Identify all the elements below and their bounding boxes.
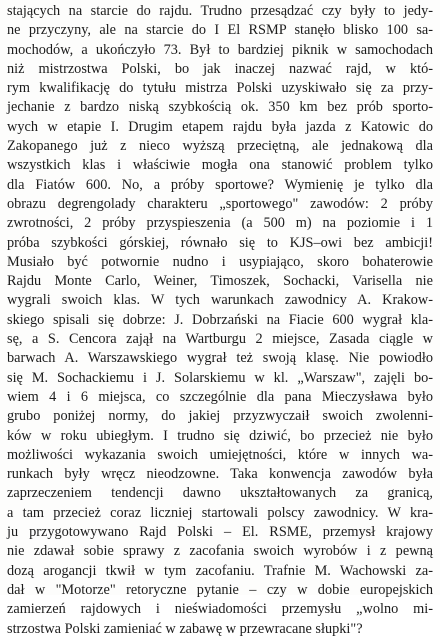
text-line: ków w roku ubiegłym. I trudno się dziwić, bo przecież nie było — [7, 427, 433, 444]
article-text — [7, 2, 433, 639]
text-line: niż mistrzostwa Polski, bo jak inaczej nazwać rajd, w któ- — [7, 60, 433, 77]
text-line: wszystkich klas i właściwie mogła ona stanowić problem tylko — [7, 157, 433, 174]
text-line: Zakopanego już z nieco wyższą przeciętną, ale jednakową dla — [7, 138, 433, 155]
text-line: jechanie z bardzo niską szybkością ok. 350 km bez prób sporto- — [7, 99, 433, 116]
text-line: barwach A. Warszawskiego wygrał też swoją klasę. Nie powiodło — [7, 350, 433, 367]
text-line: nie zdawał sobie sprawy z zacofania swoich wyrobów i z pewną — [7, 543, 433, 560]
text-line: skiego spisali się dobrze: J. Dobrzański na Fiacie 600 wygrał kla- — [7, 311, 433, 328]
text-line: próba szybkości górskiej, równało się to KJS–owi bez ambicji! — [7, 234, 433, 251]
text-line: dozą arogancji tkwił w tym zacofaniu. Trafnie M. Wachowski za- — [7, 562, 433, 579]
text-line: obrazu degrengolady charakteru „sportowego" zawodów: 2 próby — [7, 195, 433, 212]
text-line: a tam przecież coraz liczniej startowali polscy zawodnicy. W kra- — [7, 504, 433, 521]
text-line: dał w "Motorze" retoryczne pytanie – czy w dobie europejskich — [7, 581, 433, 598]
text-line: zamierzeń rajdowych i nieświadomości przemysłu „wolno mi- — [7, 601, 433, 618]
text-line: się M. Sochackiemu i J. Solarskiemu w kl. „Warszaw", zajęli bo- — [7, 369, 433, 386]
text-line: grubo poniżej normy, do jakiej przyzwyczaił swoich zwolenni- — [7, 408, 433, 425]
text-line: zwrotności, 2 próby przyspieszenia (a 500 m) na poziomie i 1 — [7, 215, 433, 232]
text-line: ne przyczyny, ale na starcie do I El RSMP stanęło blisko 100 sa- — [7, 22, 433, 39]
text-line: ju przygotowywano Rajd Polski – El. RSME, przemysł krajowy — [7, 524, 433, 541]
text-line: rym kwalifikację do tytułu mistrza Polski uzyskiwało się za przy- — [7, 80, 433, 97]
text-line: wygrali swoich klas. W tych warunkach zawodnicy A. Krakow- — [7, 292, 433, 309]
text-line: zaprzeczeniem tendencji dawno ukształtowanych za granicą, — [7, 485, 433, 502]
text-line: strzostwa Polski zamieniać w zabawę w przewracane słupki"? — [7, 620, 363, 637]
text-line: Musiało być potwornie nudno i usypiająco, skoro bohaterowie — [7, 253, 433, 270]
text-line: stających na starcie do rajdu. Trudno przesądzać czy były to jedy- — [7, 3, 433, 19]
text-line: mochodów, a ukończyło 73. Był to bardziej piknik w samochodach — [7, 41, 433, 58]
text-line: wiem 4 i 6 miejsca, co szczególnie dla pana Mieczysława było — [7, 388, 433, 405]
text-line: sę, a S. Cencora zajął na Wartburgu 2 miejsce, Zasada ciągle w — [7, 331, 433, 348]
text-line: runkach były wręcz nieodzowne. Taka konwencja zawodów była — [7, 466, 433, 483]
text-line: możliwości wykazania swoich umiejętności, które w innych wa- — [7, 446, 433, 463]
text-line: dla Fiatów 600. No, a próby sportowe? Wymienię je tylko dla — [7, 176, 433, 193]
text-line: wych w etapie I. Drugim etapem rajdu była jazda z Katowic do — [7, 118, 433, 135]
text-line: Rajdu Monte Carlo, Weiner, Timoszek, Sochacki, Varisella nie — [7, 273, 433, 290]
